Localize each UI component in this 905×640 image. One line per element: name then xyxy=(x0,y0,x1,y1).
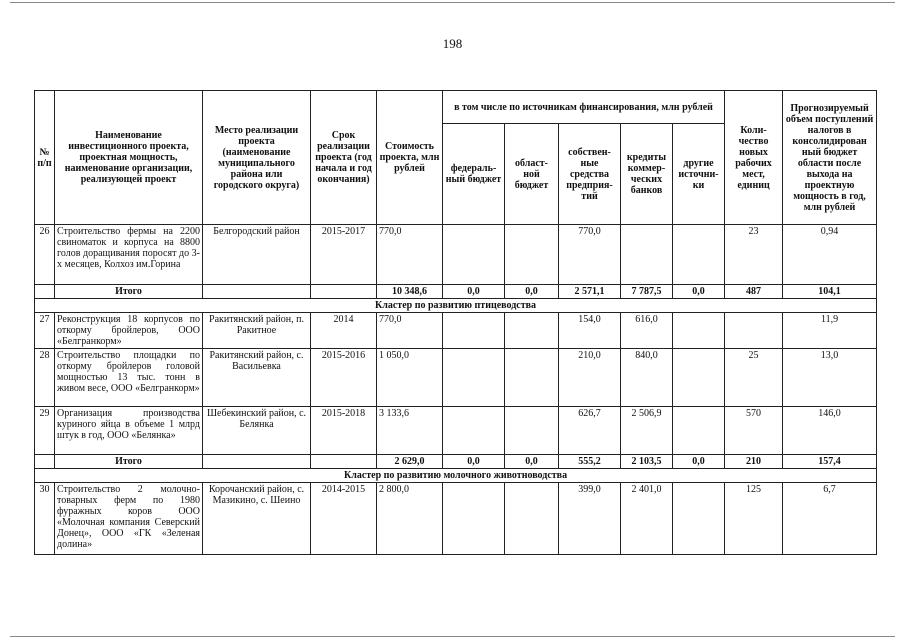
cell-name: Реконструкция 18 корпусов по откорму бройлеров, ООО «Белгранкорм» xyxy=(55,313,203,349)
cluster-heading: Кластер по развитию молочного животноводства xyxy=(35,469,877,483)
cell-federal xyxy=(443,349,505,407)
header-federal: федераль-ный бюджет xyxy=(443,124,505,225)
header-regional: област-ной бюджет xyxy=(505,124,559,225)
total-jobs: 210 xyxy=(725,455,783,469)
cell-regional xyxy=(505,349,559,407)
table-row xyxy=(35,483,877,555)
header-other: другие источни-ки xyxy=(673,124,725,225)
cell-cost: 1 050,0 xyxy=(377,349,443,407)
total-other: 0,0 xyxy=(673,455,725,469)
cell-own: 399,0 xyxy=(559,483,621,555)
cell-tax: 11,9 xyxy=(783,313,877,349)
total-other: 0,0 xyxy=(673,285,725,299)
cell-tax: 6,7 xyxy=(783,483,877,555)
cell-credit: 840,0 xyxy=(621,349,673,407)
cell-term: 2015-2018 xyxy=(311,407,377,455)
header-jobs: Коли-чество новых рабочих мест, единиц xyxy=(725,91,783,225)
total-row xyxy=(35,285,877,299)
cell-num: 27 xyxy=(35,313,55,349)
cell-credit: 2 401,0 xyxy=(621,483,673,555)
total-own: 2 571,1 xyxy=(559,285,621,299)
cell-credit xyxy=(621,225,673,285)
header-sources-group: в том числе по источникам финансирования, млн рублей xyxy=(443,91,725,124)
table-row xyxy=(35,313,877,349)
cell-own: 154,0 xyxy=(559,313,621,349)
total-credit: 2 103,5 xyxy=(621,455,673,469)
total-own: 555,2 xyxy=(559,455,621,469)
cell-tax: 0,94 xyxy=(783,225,877,285)
cell-regional xyxy=(505,407,559,455)
cell-cost: 2 800,0 xyxy=(377,483,443,555)
cell-term: 2015-2017 xyxy=(311,225,377,285)
table-row xyxy=(35,407,877,455)
header-row-1 xyxy=(35,91,877,124)
total-row xyxy=(35,455,877,469)
cell-num: 26 xyxy=(35,225,55,285)
cell-tax: 146,0 xyxy=(783,407,877,455)
cell-name: Организация производства куриного яйца в объеме 1 млрд штук в год, ООО «Белянка» xyxy=(55,407,203,455)
cell-num: 28 xyxy=(35,349,55,407)
cell-jobs: 23 xyxy=(725,225,783,285)
cell-tax: 13,0 xyxy=(783,349,877,407)
cell-jobs: 570 xyxy=(725,407,783,455)
cell-credit: 616,0 xyxy=(621,313,673,349)
table-row xyxy=(35,349,877,407)
header-name: Наименование инвестиционного проекта, проектная мощность, наименование организации, реализующей проект xyxy=(55,91,203,225)
cell-credit: 2 506,9 xyxy=(621,407,673,455)
header-cost: Стоимость проекта, млн рублей xyxy=(377,91,443,225)
total-label: Итого xyxy=(55,285,203,299)
table-row xyxy=(35,225,877,285)
cell-other xyxy=(673,313,725,349)
cell-regional xyxy=(505,313,559,349)
cell-regional xyxy=(505,225,559,285)
cluster-heading-row xyxy=(35,469,877,483)
total-cost: 2 629,0 xyxy=(377,455,443,469)
total-cost: 10 348,6 xyxy=(377,285,443,299)
cell-cost: 770,0 xyxy=(377,313,443,349)
total-regional: 0,0 xyxy=(505,285,559,299)
total-jobs: 487 xyxy=(725,285,783,299)
cell-num: 30 xyxy=(35,483,55,555)
investment-projects-table xyxy=(34,90,877,555)
cluster-heading: Кластер по развитию птицеводства xyxy=(35,299,877,313)
bottom-edge-line xyxy=(10,636,895,637)
header-num: № п/п xyxy=(35,91,55,225)
cell-term: 2015-2016 xyxy=(311,349,377,407)
header-tax: Прогнозируемый объем поступлений налогов в консолидирован ный бюджет области после выхода на проектную мощность в год, млн рублей xyxy=(783,91,877,225)
cell-own: 770,0 xyxy=(559,225,621,285)
cell-cost: 770,0 xyxy=(377,225,443,285)
total-tax: 157,4 xyxy=(783,455,877,469)
cell-own: 626,7 xyxy=(559,407,621,455)
cell-federal xyxy=(443,483,505,555)
cell-other xyxy=(673,349,725,407)
cell-federal xyxy=(443,225,505,285)
cell-place: Корочанский район, с. Мазикино, с. Шеино xyxy=(203,483,311,555)
cell-regional xyxy=(505,483,559,555)
cell-other xyxy=(673,225,725,285)
total-regional: 0,0 xyxy=(505,455,559,469)
header-term: Срок реализации проекта (год начала и год окончания) xyxy=(311,91,377,225)
cell-other xyxy=(673,483,725,555)
cell-place: Ракитянский район, с. Васильевка xyxy=(203,349,311,407)
header-credit: кредиты коммер-ческих банков xyxy=(621,124,673,225)
cluster-heading-row xyxy=(35,299,877,313)
cell-jobs: 125 xyxy=(725,483,783,555)
top-edge-line xyxy=(10,2,895,3)
total-tax: 104,1 xyxy=(783,285,877,299)
cell-name: Строительство 2 молочно-товарных ферм по 1980 фуражных коров ООО «Молочная компания Северский Донец», ООО «ГК «Зеленая долина» xyxy=(55,483,203,555)
cell-num: 29 xyxy=(35,407,55,455)
header-place: Место реализации проекта (наименование муниципального района или городского округа) xyxy=(203,91,311,225)
total-federal: 0,0 xyxy=(443,285,505,299)
cell-place: Ракитянский район, п. Ракитное xyxy=(203,313,311,349)
cell-other xyxy=(673,407,725,455)
cell-own: 210,0 xyxy=(559,349,621,407)
cell-cost: 3 133,6 xyxy=(377,407,443,455)
cell-name: Строительство площадки по откорму бройлеров головой мощностью 13 тыс. тонн в живом весе, ООО «Белгранкорм» xyxy=(55,349,203,407)
page-number: 198 xyxy=(442,36,463,51)
cell-name: Строительство фермы на 2200 свиноматок и корпуса на 8800 голов доращивания поросят до 3-х месяцев, Колхоз им.Горина xyxy=(55,225,203,285)
cell-term: 2014 xyxy=(311,313,377,349)
cell-jobs xyxy=(725,313,783,349)
cell-federal xyxy=(443,407,505,455)
total-federal: 0,0 xyxy=(443,455,505,469)
cell-place: Шебекинский район, с. Белянка xyxy=(203,407,311,455)
total-label: Итого xyxy=(55,455,203,469)
total-credit: 7 787,5 xyxy=(621,285,673,299)
cell-jobs: 25 xyxy=(725,349,783,407)
cell-federal xyxy=(443,313,505,349)
header-own: собствен-ные средства предприя-тий xyxy=(559,124,621,225)
cell-place: Белгородский район xyxy=(203,225,311,285)
cell-term: 2014-2015 xyxy=(311,483,377,555)
